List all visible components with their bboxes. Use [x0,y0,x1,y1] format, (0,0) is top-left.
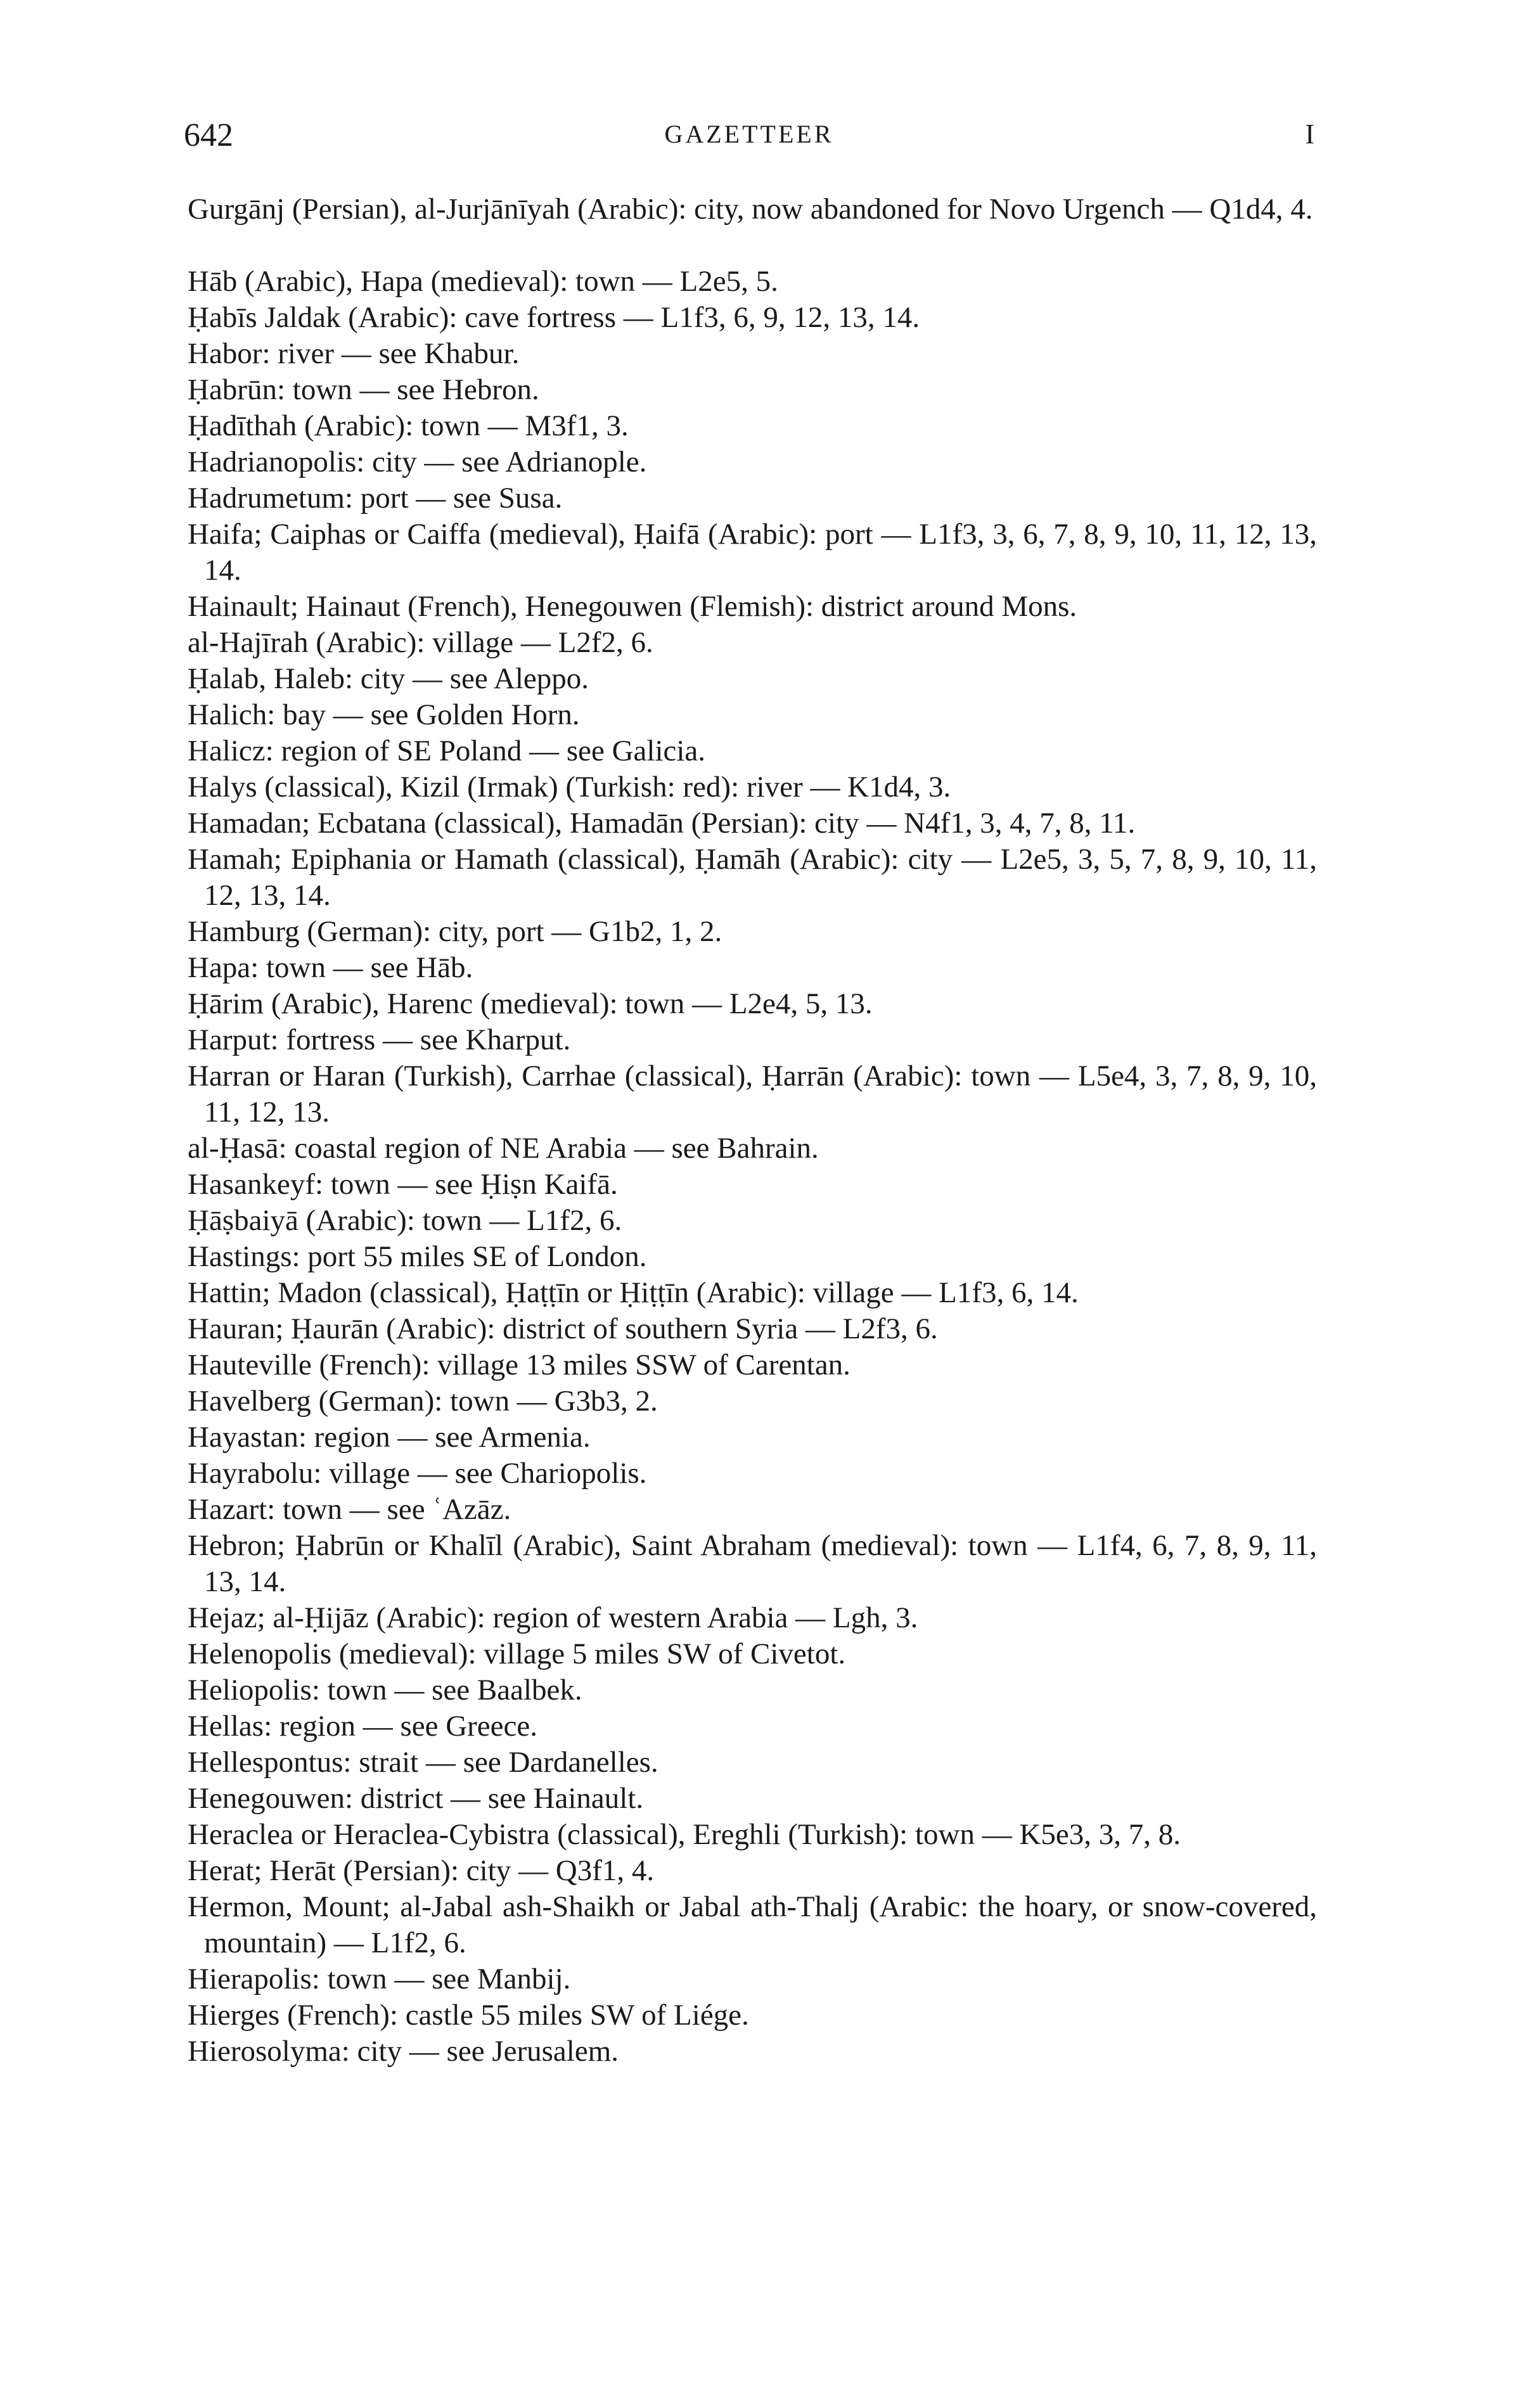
gazetteer-entry: Ḥadīthah (Arabic): town — M3f1, 3. [188,409,629,442]
gazetteer-entry: Hattin; Madon (classical), Ḥaṭṭīn or Ḥiṭṭīn (Arabic): village — L1f3, 6, 14. [188,1276,1079,1309]
gazetteer-entry: Henegouwen: district — see Hainault. [188,1782,644,1815]
gazetteer-entry: Hamburg (German): city, port — G1b2, 1, 2. [188,915,722,948]
gazetteer-entry: Hadrumetum: port — see Susa. [188,482,563,515]
volume-number: I [1305,118,1314,150]
gazetteer-entry: Hellas: region — see Greece. [188,1710,537,1743]
page-number: 642 [184,117,233,153]
gazetteer-entry: Halicz: region of SE Poland — see Galicia. [188,734,706,767]
running-title: GAZETTEER [664,120,834,148]
gazetteer-entry: Ḥabrūn: town — see Hebron. [188,373,539,406]
gazetteer-entry: Hazart: town — see ʿAzāz. [188,1493,511,1526]
gazetteer-entry: Halys (classical), Kizil (Irmak) (Turkish: red): river — K1d4, 3. [188,771,951,804]
gazetteer-entry: Hellespontus: strait — see Dardanelles. [188,1746,658,1779]
gazetteer-entry: al-Hajīrah (Arabic): village — L2f2, 6. [188,626,653,659]
gazetteer-entry: Hauran; Ḥaurān (Arabic): district of southern Syria — L2f3, 6. [188,1312,938,1345]
gazetteer-entry: Hauteville (French): village 13 miles SSW of Carentan. [188,1348,850,1381]
gazetteer-entry: Hierosolyma: city — see Jerusalem. [188,2035,619,2068]
gazetteer-entry: Ḥārim (Arabic), Harenc (medieval): town — L2e4, 5, 13. [188,987,873,1020]
gazetteer-entry: Hamadan; Ecbatana (classical), Hamadān (Persian): city — N4f1, 3, 4, 7, 8, 11. [188,807,1136,840]
gazetteer-entry: Hāb (Arabic), Hapa (medieval): town — L2e5, 5. [188,265,778,298]
gazetteer-entry: Hastings: port 55 miles SE of London. [188,1240,647,1273]
gazetteer-entry: Hayastan: region — see Armenia. [188,1421,591,1454]
gazetteer-entry: Hadrianopolis: city — see Adrianople. [188,445,647,478]
gazetteer-entry: al-Ḥasā: coastal region of NE Arabia — see Bahrain. [188,1132,819,1165]
gazetteer-entry: Herat; Herāt (Persian): city — Q3f1, 4. [188,1854,655,1887]
gazetteer-entries [188,191,1317,2070]
running-head [184,113,1314,151]
gazetteer-entry: Halich: bay — see Golden Horn. [188,698,580,731]
gazetteer-entry: Hasankeyf: town — see Ḥiṣn Kaifā. [188,1168,618,1201]
gazetteer-entry: Ḥabīs Jaldak (Arabic): cave fortress — L1f3, 6, 9, 12, 13, 14. [188,301,920,334]
gazetteer-entry: Haifa; Caiphas or Caiffa (medieval), Ḥaifā (Arabic): port — L1f3, 3, 6, 7, 8, 9, 10, 11, 12, 13, 14. [188,518,1317,587]
gazetteer-entry: Ḥalab, Haleb: city — see Aleppo. [188,662,589,695]
gazetteer-entry: Harran or Haran (Turkish), Carrhae (classical), Ḥarrān (Arabic): town — L5e4, 3, 7, 8, 9, 10, 11, 12, 13. [188,1060,1317,1129]
gazetteer-entry: Hapa: town — see Hāb. [188,951,473,984]
gazetteer-entry: Helenopolis (medieval): village 5 miles SW of Civetot. [188,1637,846,1670]
gazetteer-entry: Gurgānj (Persian), al-Jurjānīyah (Arabic): city, now abandoned for Novo Urgench — Q1d4, 4. [188,193,1313,226]
gazetteer-entry: Hermon, Mount; al-Jabal ash-Shaikh or Jabal ath-Thalj (Arabic: the hoary, or snow-covered, mountain) — L1f2, 6. [188,1890,1317,1959]
gazetteer-entry: Ḥāṣbaiyā (Arabic): town — L1f2, 6. [188,1204,622,1237]
gazetteer-entry: Harput: fortress — see Kharput. [188,1023,571,1056]
gazetteer-entry: Hierges (French): castle 55 miles SW of Liége. [188,1999,749,2032]
gazetteer-entry: Hebron; Ḥabrūn or Khalīl (Arabic), Saint Abraham (medieval): town — L1f4, 6, 7, 8, 9, 11, 13, 14. [188,1529,1317,1598]
gazetteer-entry: Heraclea or Heraclea-Cybistra (classical), Ereghli (Turkish): town — K5e3, 3, 7, 8. [188,1818,1181,1851]
gazetteer-entry: Hejaz; al-Ḥijāz (Arabic): region of western Arabia — Lgh, 3. [188,1601,918,1634]
gazetteer-entry: Hainault; Hainaut (French), Henegouwen (Flemish): district around Mons. [188,590,1077,623]
gazetteer-entry: Hamah; Epiphania or Hamath (classical), Ḥamāh (Arabic): city — L2e5, 3, 5, 7, 8, 9, 10, 11, 12, 13, 14. [188,843,1317,912]
gazetteer-entry: Heliopolis: town — see Baalbek. [188,1674,582,1707]
gazetteer-entry: Hierapolis: town — see Manbij. [188,1963,571,1995]
gazetteer-entry: Hayrabolu: village — see Chariopolis. [188,1457,647,1490]
gazetteer-entry: Habor: river — see Khabur. [188,337,520,370]
gazetteer-entry: Havelberg (German): town — G3b3, 2. [188,1385,658,1418]
